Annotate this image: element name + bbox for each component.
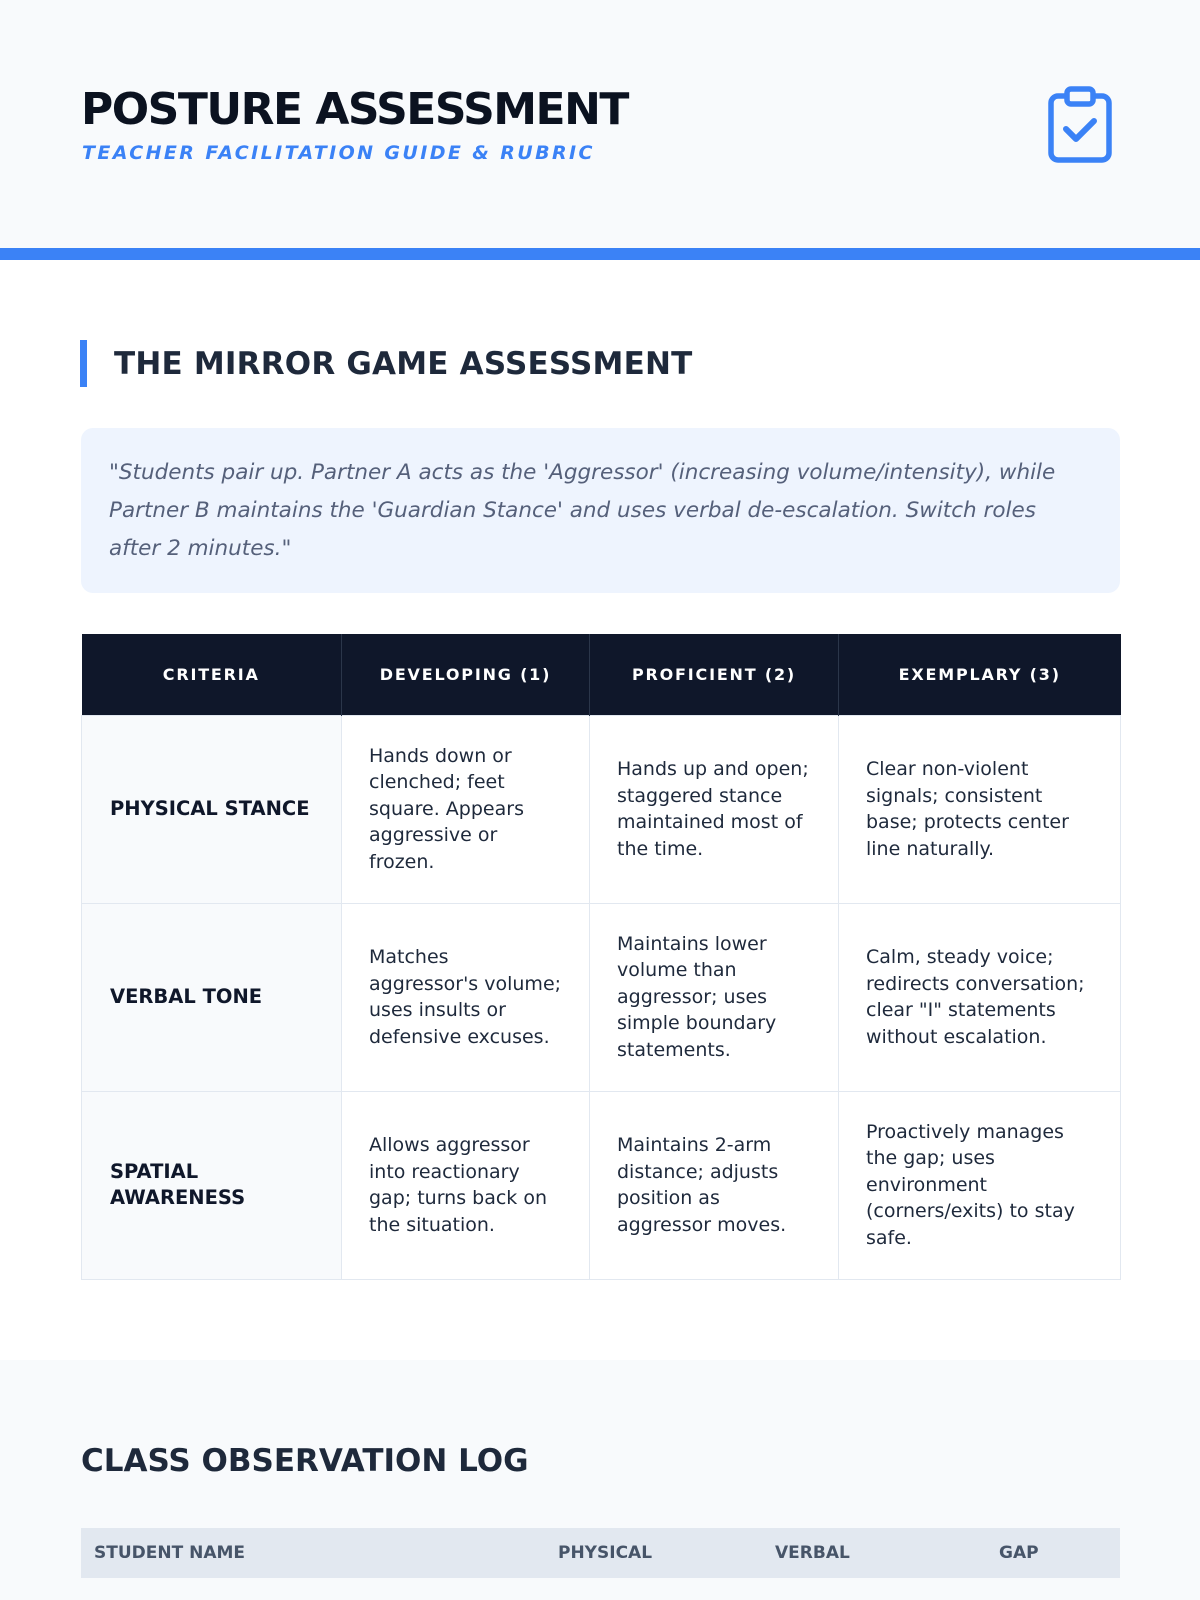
criteria-cell: PHYSICAL STANCE xyxy=(82,715,342,903)
rubric-row xyxy=(82,715,1121,903)
rubric-table xyxy=(81,634,1121,1280)
rubric-header-developing: DEVELOPING (1) xyxy=(342,634,590,715)
instructions-box xyxy=(81,428,1120,593)
rubric-header-criteria: CRITERIA xyxy=(82,634,342,715)
observation-log-title: CLASS OBSERVATION LOG xyxy=(81,1443,529,1479)
log-column-gap: GAP xyxy=(999,1543,1039,1563)
page-subtitle: TEACHER FACILITATION GUIDE & RUBRIC xyxy=(82,142,595,164)
log-column-physical: PHYSICAL xyxy=(558,1543,653,1563)
developing-cell: Matches aggressor's volume; uses insults or defensive excuses. xyxy=(342,903,590,1091)
rubric-header-row xyxy=(82,634,1121,715)
proficient-cell: Maintains lower volume than aggressor; uses simple boundary statements. xyxy=(590,903,839,1091)
rubric-header-proficient: PROFICIENT (2) xyxy=(590,634,839,715)
criteria-cell: VERBAL TONE xyxy=(82,903,342,1091)
criteria-cell: SPATIAL AWARENESS xyxy=(82,1091,342,1279)
clipboard-check-icon xyxy=(1045,84,1115,164)
rubric-row xyxy=(82,1091,1121,1279)
section-title: THE MIRROR GAME ASSESSMENT xyxy=(114,346,693,382)
rubric-header-exemplary: EXEMPLARY (3) xyxy=(839,634,1121,715)
instructions-text: "Students pair up. Partner A acts as the 'Aggressor' (increasing volume/intensity), while Partner B maintains the 'Guardian Stance' and uses verbal de-escalation. Switch roles after 2 minutes." xyxy=(109,460,1056,561)
exemplary-cell: Calm, steady voice; redirects conversation; clear "I" statements without escalation. xyxy=(839,903,1121,1091)
developing-cell: Allows aggressor into reactionary gap; turns back on the situation. xyxy=(342,1091,590,1279)
section-accent-bar xyxy=(80,340,87,387)
developing-cell: Hands down or clenched; feet square. Appears aggressive or frozen. xyxy=(342,715,590,903)
proficient-cell: Hands up and open; staggered stance maintained most of the time. xyxy=(590,715,839,903)
log-column-student-name: STUDENT NAME xyxy=(94,1543,246,1563)
exemplary-cell: Proactively manages the gap; uses environment (corners/exits) to stay safe. xyxy=(839,1091,1121,1279)
exemplary-cell: Clear non-violent signals; consistent base; protects center line naturally. xyxy=(839,715,1121,903)
observation-log-header xyxy=(81,1528,1120,1578)
log-column-verbal: VERBAL xyxy=(775,1543,850,1563)
proficient-cell: Maintains 2-arm distance; adjusts position as aggressor moves. xyxy=(590,1091,839,1279)
header-accent-bar xyxy=(0,248,1200,260)
page-title: POSTURE ASSESSMENT xyxy=(81,84,628,135)
rubric-row xyxy=(82,903,1121,1091)
